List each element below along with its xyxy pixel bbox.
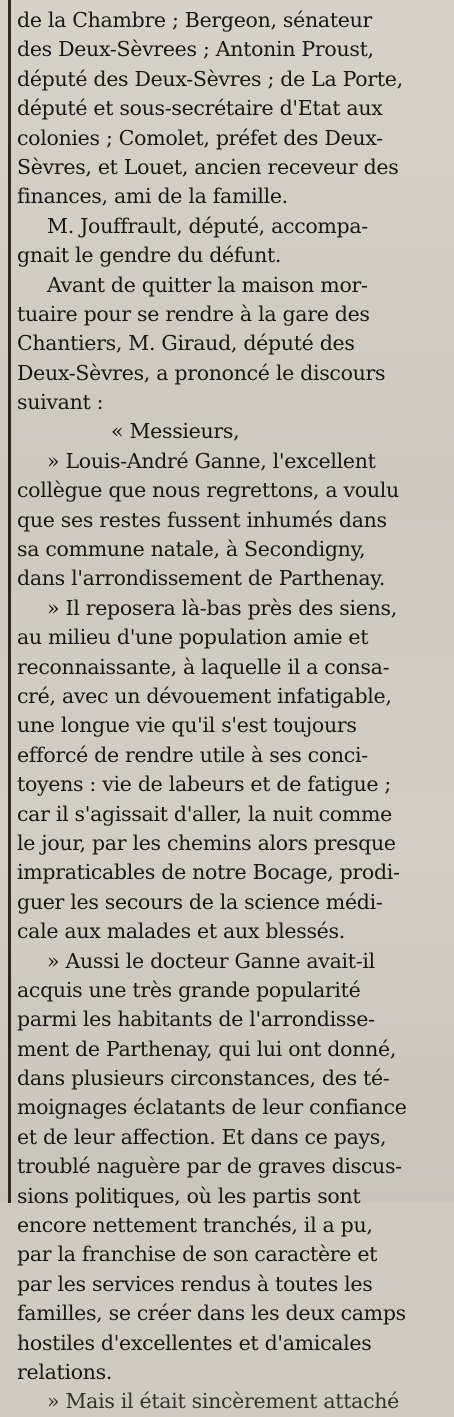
article-column (17, 6, 447, 1417)
article-line: car il s'agissait d'aller, la nuit comme (17, 801, 392, 826)
article-line: guer les secours de la science médi- (17, 889, 383, 914)
article-line: M. Jouffrault, député, accompa- (47, 213, 368, 238)
article-line: que ses restes fussent inhumés dans (17, 507, 387, 532)
article-line: gnait le gendre du défunt. (17, 243, 282, 268)
article-line: finances, ami de la famille. (17, 184, 288, 209)
article-line: collègue que nous regrettons, a voulu (17, 478, 399, 503)
article-line: hostiles d'excellentes et d'amicales (17, 1330, 372, 1355)
article-line: Chantiers, M. Giraud, député des (17, 331, 355, 356)
article-line: efforcé de rendre utile à ses conci- (17, 742, 368, 767)
article-line: député et sous-secrétaire d'Etat aux (17, 96, 383, 121)
article-line: Deux-Sèvres, a prononcé le discours (17, 360, 386, 385)
article-line: » Louis-André Ganne, l'excellent (47, 448, 376, 473)
article-line: cré, avec un dévouement infatigable, (17, 683, 392, 708)
article-line: sa commune natale, à Secondigny, (17, 537, 366, 562)
article-line: par les services rendus à toutes les (17, 1271, 373, 1296)
article-line: par la franchise de son caractère et (17, 1242, 378, 1267)
article-line: moignages éclatants de leur confiance (17, 1095, 407, 1120)
article-line: « Messieurs, (111, 419, 240, 444)
article-line: des Deux-Sèvrees ; Antonin Proust, (17, 37, 374, 62)
article-line: une longue vie qu'il s'est toujours (17, 713, 357, 738)
article-line: au milieu d'une population amie et (17, 625, 369, 650)
article-line: parmi les habitants de l'arrondisse- (17, 1007, 375, 1032)
article-line: troublé naguère par de graves discus- (17, 1154, 402, 1179)
article-line: député des Deux-Sèvres ; de La Porte, (17, 66, 403, 91)
article-line: de la Chambre ; Bergeon, sénateur (17, 8, 372, 32)
article-line: acquis une très grande popularité (17, 977, 361, 1002)
article-line: Sèvres, et Louet, ancien receveur des (17, 154, 399, 179)
column-rule (8, 0, 11, 1203)
article-line: Avant de quitter la maison mor- (47, 272, 368, 297)
article-line: familles, se créer dans les deux camps (17, 1301, 406, 1326)
article-line: ment de Parthenay, qui lui ont donné, (17, 1036, 397, 1061)
article-line: dans l'arrondissement de Parthenay. (17, 566, 386, 591)
article-line: cale aux malades et aux blessés. (17, 919, 345, 944)
article-line: impraticables de notre Bocage, prodi- (17, 860, 400, 885)
article-line: tuaire pour se rendre à la gare des (17, 301, 370, 326)
article-line: dans plusieurs circonstances, des té- (17, 1066, 390, 1091)
article-line: toyens : vie de labeurs et de fatigue ; (17, 772, 392, 797)
article-line: et de leur affection. Et dans ce pays, (17, 1124, 387, 1149)
article-line: » Aussi le docteur Ganne avait-il (47, 948, 375, 973)
article-line: » Mais il était sincèrement attaché (47, 1389, 399, 1414)
article-line: sions politiques, où les partis sont (17, 1183, 361, 1208)
article-line: le jour, par les chemins alors presque (17, 830, 396, 855)
article-line: colonies ; Comolet, préfet des Deux- (17, 125, 383, 150)
article-line: relations. (17, 1359, 113, 1384)
article-line: suivant : (17, 390, 104, 415)
article-line: » Il reposera là-bas près des siens, (47, 595, 397, 620)
article-line: encore nettement tranchés, il a pu, (17, 1213, 373, 1238)
article-line: reconnaissante, à laquelle il a consa- (17, 654, 390, 679)
